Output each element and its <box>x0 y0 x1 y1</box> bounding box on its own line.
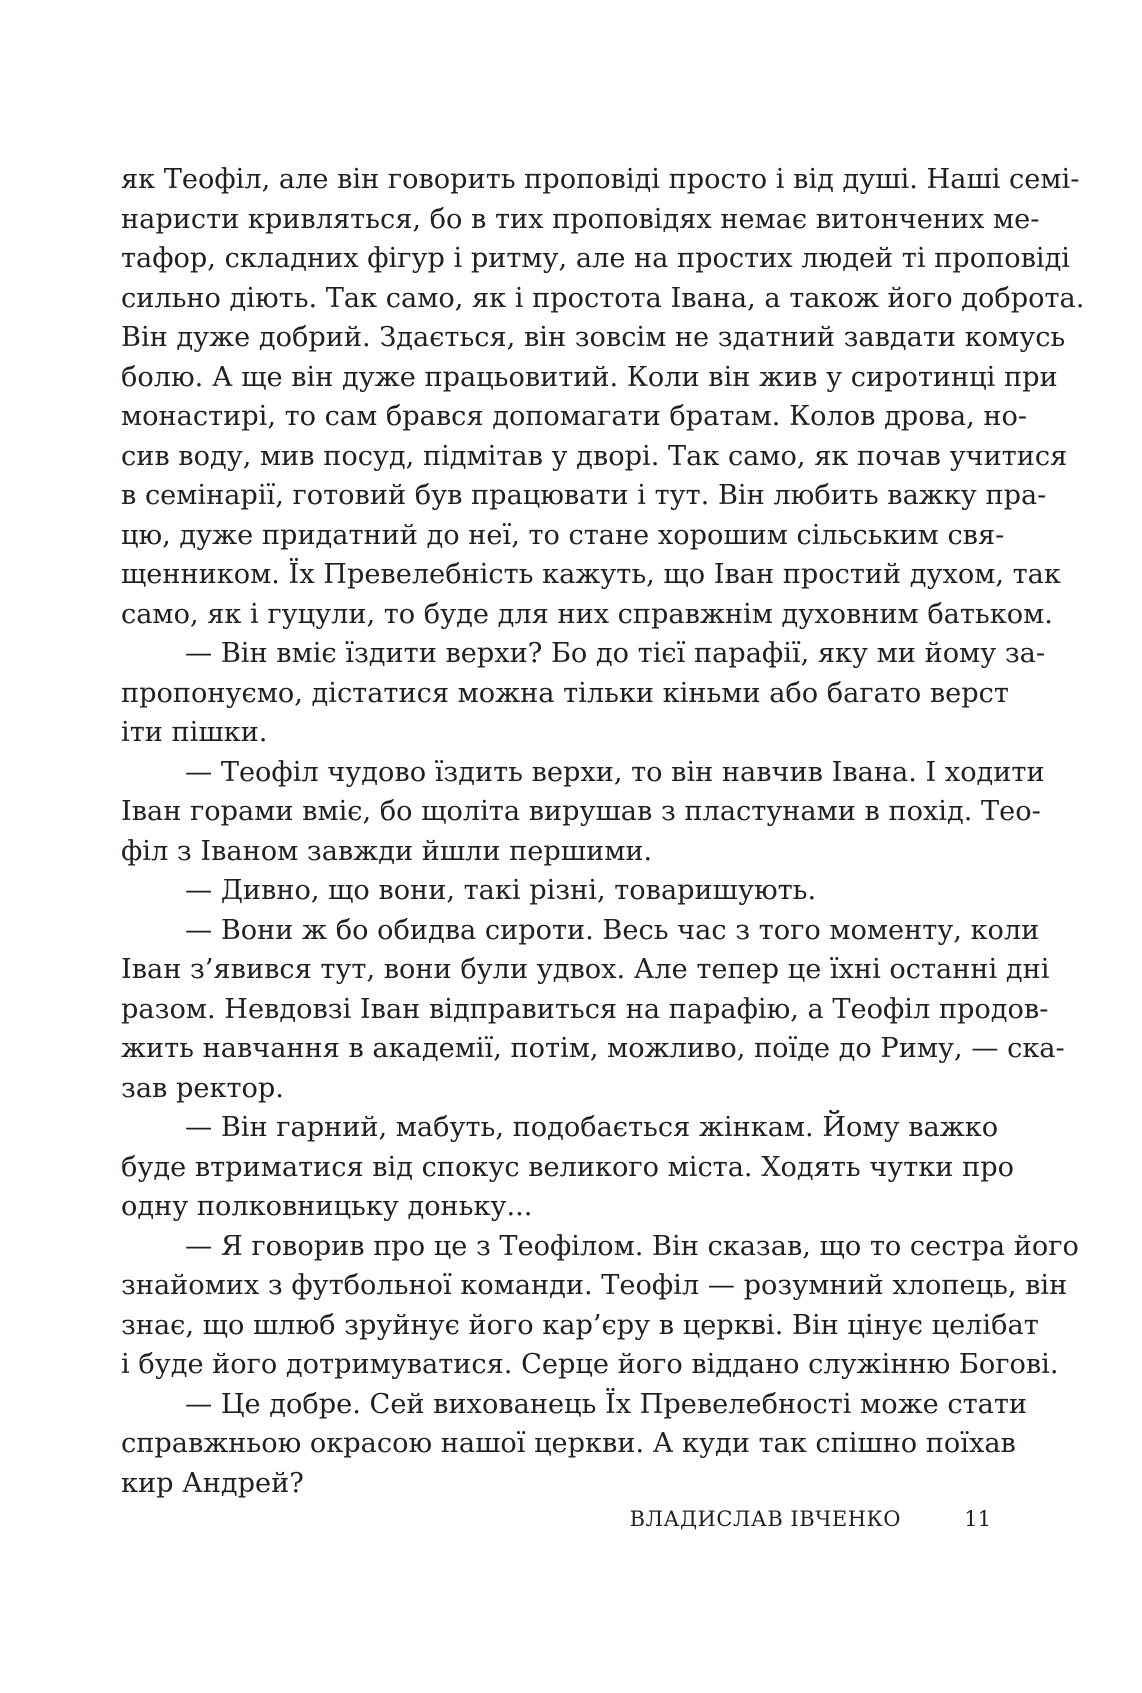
text-line: Іван з’явився тут, вони були удвох. Але тепер це їхні останні дні <box>121 954 1050 985</box>
text-line: Іван горами вміє, бо щоліта вирушав з пластунами в похід. Тео- <box>121 796 1041 827</box>
text-line: разом. Невдовзі Іван відправиться на парафію, а Теофіл продов- <box>121 993 1049 1025</box>
text-line: знає, що шлюб зруйнує його кар’єру в церкві. Він цінує целібат <box>121 1309 1039 1341</box>
text-line: пропонуємо, дістатися можна тільки кіньми або багато верст <box>121 677 1009 709</box>
body-text <box>121 160 1085 1503</box>
text-line: і буде його дотримуватися. Серце його віддано служінню Богові. <box>121 1349 1059 1380</box>
text-line: само, як і гуцули, то буде для них справжнім духовним батьком. <box>121 598 1053 630</box>
text-line: болю. А ще він дуже працьовитий. Коли він жив у сиротинці при <box>121 361 1058 393</box>
text-line: — Це добре. Сей вихованець Їх Превелебності може стати <box>185 1388 1027 1420</box>
page-number: 11 <box>964 1507 991 1531</box>
text-line: — Теофіл чудово їздить верхи, то він навчив Івана. І ходити <box>185 756 1045 788</box>
text-line: зав ректор. <box>121 1072 284 1104</box>
text-line: — Він вміє їздити верхи? Бо до тієї парафії, яку ми йому за- <box>185 638 1046 669</box>
text-line: знайомих з футбольної команди. Теофіл — розумний хлопець, він <box>121 1270 1068 1301</box>
text-line: філ з Іваном завжди йшли першими. <box>121 835 653 867</box>
text-line: в семінарії, готовий був працювати і тут. Він любить важку пра- <box>121 480 1047 511</box>
text-line: буде втриматися від спокус великого міста. Ходять чутки про <box>121 1151 1014 1183</box>
text-line: монастирі, то сам брався допомагати братам. Колов дрова, но- <box>121 401 1028 432</box>
running-footer-author: ВЛАДИСЛАВ ІВЧЕНКО <box>629 1507 901 1531</box>
text-line: Він дуже добрий. Здається, він зовсім не здатний завдати комусь <box>121 322 1066 353</box>
text-line: щенником. Їх Превелебність кажуть, що Іван простий духом, так <box>121 559 1061 590</box>
text-line: — Я говорив про це з Теофілом. Він сказав, що то сестра його <box>185 1230 1079 1262</box>
text-line: іти пішки. <box>121 717 268 748</box>
text-line: — Дивно, що вони, такі різні, товаришують. <box>185 875 817 906</box>
text-line: справжньою окрасою нашої церкви. А куди так спішно поїхав <box>121 1428 1016 1459</box>
text-line: наристи кривляться, бо в тих проповідях немає витончених ме- <box>121 203 1040 235</box>
text-line: — Вони ж бо обидва сироти. Весь час з того моменту, коли <box>185 914 1040 946</box>
page-footer <box>121 1507 991 1541</box>
text-line: цю, дуже придатний до неї, то стане хорошим сільським свя- <box>121 519 1005 551</box>
text-line: сильно діють. Так само, як і простота Івана, а також його доброта. <box>121 282 1085 314</box>
text-line: кир Андрей? <box>121 1467 304 1499</box>
text-line: сив воду, мив посуд, підмітав у дворі. Так само, як почав учитися <box>121 440 1068 472</box>
text-line: жить навчання в академії, потім, можливо, поїде до Риму, — ска- <box>121 1033 1065 1064</box>
text-line: як Теофіл, але він говорить проповіді просто і від душі. Наші семі- <box>121 164 1080 195</box>
text-line: тафор, складних фігур і ритму, але на простих людей ті проповіді <box>121 243 1071 274</box>
text-line: одну полковницьку доньку... <box>121 1191 533 1222</box>
text-line: — Він гарний, мабуть, подобається жінкам. Йому важко <box>185 1112 999 1143</box>
